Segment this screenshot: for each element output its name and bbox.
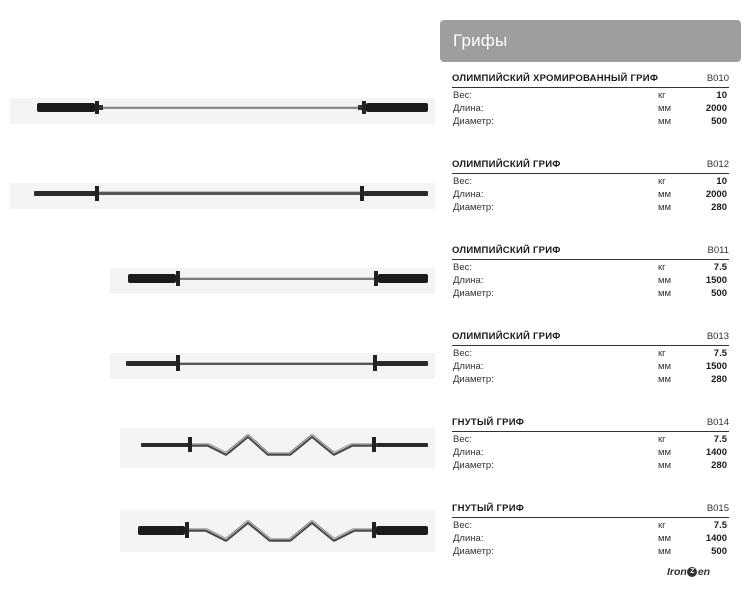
row-label: Диаметр:: [453, 202, 494, 213]
brand-logo: [667, 566, 710, 578]
product-spec-b012: [452, 158, 729, 232]
spec-row-diameter: [452, 374, 729, 387]
row-value: 2000: [705, 103, 727, 114]
row-value: 7.5: [713, 348, 727, 359]
row-unit: мм: [658, 533, 672, 544]
spec-row-length: [452, 189, 729, 202]
row-value: 1500: [705, 361, 727, 372]
row-value: 7.5: [713, 520, 727, 531]
row-value: 1400: [705, 447, 727, 458]
row-value: 10: [716, 176, 727, 187]
row-unit: кг: [658, 176, 666, 187]
barbell-image-b013: [0, 335, 440, 395]
row-label: Диаметр:: [453, 116, 494, 127]
row-unit: мм: [658, 447, 672, 458]
row-value: 1500: [705, 275, 727, 286]
spec-header: [452, 502, 729, 518]
row-label: Вес:: [453, 520, 473, 531]
product-code: B013: [706, 331, 729, 342]
row-value: 500: [711, 288, 727, 299]
barbell-image-b012: [0, 165, 440, 225]
product-name: ОЛИМПИЙСКИЙ ГРИФ: [452, 245, 561, 256]
spec-row-diameter: [452, 460, 729, 473]
spec-header: [452, 416, 729, 432]
row-label: Длина:: [453, 361, 484, 372]
product-code: B014: [706, 417, 729, 428]
row-label: Диаметр:: [453, 288, 494, 299]
product-name: ОЛИМПИЙСКИЙ ГРИФ: [452, 159, 561, 170]
logo-text-left: Iron: [667, 566, 687, 578]
row-value: 500: [711, 546, 727, 557]
row-value: 2000: [705, 189, 727, 200]
row-label: Вес:: [453, 262, 473, 273]
barbell-image-b010: [0, 80, 440, 140]
row-value: 500: [711, 116, 727, 127]
spec-row-length: [452, 103, 729, 116]
row-unit: мм: [658, 460, 672, 471]
product-spec-b010: [452, 72, 729, 146]
spec-header: [452, 244, 729, 260]
row-label: Вес:: [453, 90, 473, 101]
spec-row-length: [452, 447, 729, 460]
logo-mark: Z: [687, 567, 697, 577]
barbell-image-b011: [0, 250, 440, 310]
row-label: Вес:: [453, 176, 473, 187]
logo-text-right: en: [697, 566, 711, 578]
product-code: B012: [706, 159, 729, 170]
row-value: 7.5: [713, 434, 727, 445]
row-label: Вес:: [453, 434, 473, 445]
row-label: Длина:: [453, 189, 484, 200]
spec-row-diameter: [452, 116, 729, 129]
row-unit: кг: [658, 348, 666, 359]
row-unit: мм: [658, 189, 672, 200]
product-spec-b013: [452, 330, 729, 404]
row-unit: мм: [658, 374, 672, 385]
product-code: B015: [706, 503, 729, 514]
row-label: Длина:: [453, 103, 484, 114]
row-label: Длина:: [453, 275, 484, 286]
row-label: Диаметр:: [453, 374, 494, 385]
row-value: 7.5: [713, 262, 727, 273]
barbell-image-b015: [0, 500, 440, 560]
spec-row-weight: [452, 262, 729, 275]
barbell-image-b014: [0, 418, 440, 478]
row-unit: кг: [658, 90, 666, 101]
row-value: 1400: [705, 533, 727, 544]
row-unit: мм: [658, 546, 672, 557]
spec-row-length: [452, 275, 729, 288]
row-unit: мм: [658, 361, 672, 372]
row-unit: кг: [658, 262, 666, 273]
spec-row-diameter: [452, 288, 729, 301]
spec-header: [452, 158, 729, 174]
product-spec-b014: [452, 416, 729, 490]
spec-row-weight: [452, 176, 729, 189]
spec-header: [452, 72, 729, 88]
row-label: Диаметр:: [453, 460, 494, 471]
spec-row-diameter: [452, 202, 729, 215]
product-name: ГНУТЫЙ ГРИФ: [452, 503, 525, 514]
row-unit: кг: [658, 520, 666, 531]
product-name: ГНУТЫЙ ГРИФ: [452, 417, 525, 428]
spec-row-diameter: [452, 546, 729, 559]
row-value: 10: [716, 90, 727, 101]
spec-row-weight: [452, 520, 729, 533]
product-spec-b015: [452, 502, 729, 576]
spec-row-length: [452, 361, 729, 374]
row-label: Вес:: [453, 348, 473, 359]
product-name: ОЛИМПИЙСКИЙ ХРОМИРОВАННЫЙ ГРИФ: [452, 73, 659, 84]
product-code: B011: [707, 245, 729, 256]
product-spec-b011: [452, 244, 729, 318]
page-title: Грифы: [453, 31, 508, 50]
row-unit: мм: [658, 288, 672, 299]
row-unit: мм: [658, 275, 672, 286]
product-name: ОЛИМПИЙСКИЙ ГРИФ: [452, 331, 561, 342]
row-label: Диаметр:: [453, 546, 494, 557]
spec-row-weight: [452, 90, 729, 103]
row-value: 280: [711, 460, 727, 471]
row-unit: мм: [658, 103, 672, 114]
product-code: B010: [706, 73, 729, 84]
spec-header: [452, 330, 729, 346]
row-unit: кг: [658, 434, 666, 445]
row-label: Длина:: [453, 447, 484, 458]
row-label: Длина:: [453, 533, 484, 544]
row-unit: мм: [658, 202, 672, 213]
row-value: 280: [711, 202, 727, 213]
row-unit: мм: [658, 116, 672, 127]
section-header: [440, 20, 741, 62]
row-value: 280: [711, 374, 727, 385]
spec-row-weight: [452, 434, 729, 447]
spec-row-weight: [452, 348, 729, 361]
spec-row-length: [452, 533, 729, 546]
